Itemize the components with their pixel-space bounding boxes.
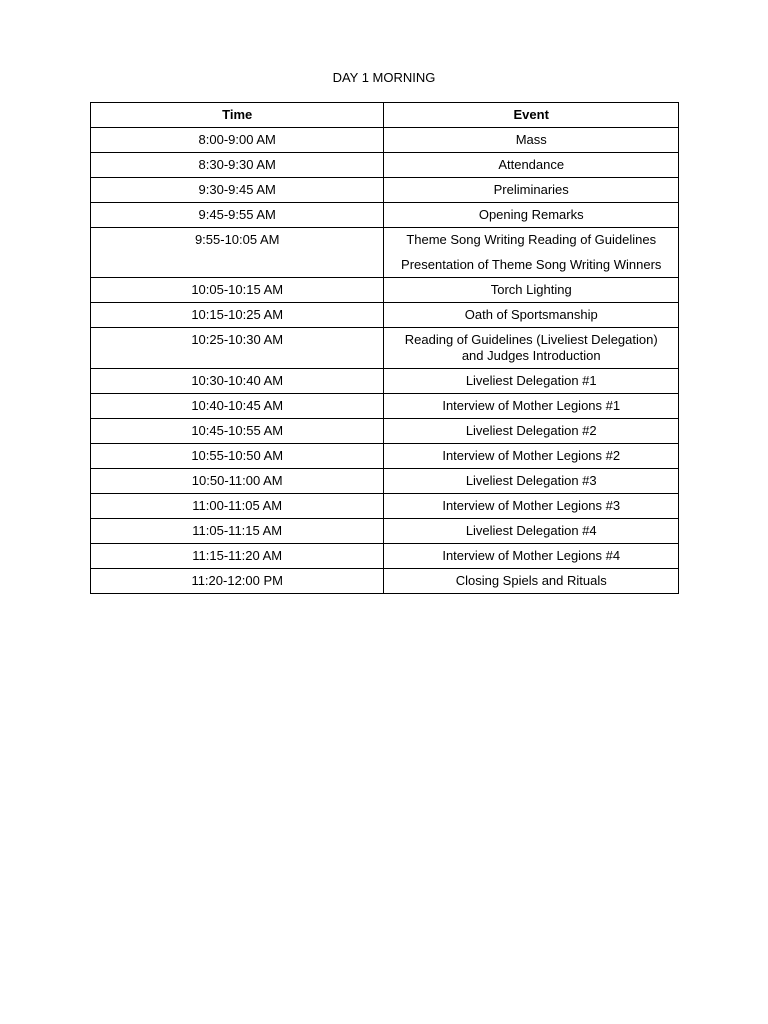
event-cell (384, 178, 679, 203)
event-cell (384, 419, 679, 444)
time-cell: 10:25-10:30 AM (91, 328, 384, 369)
event-cell (384, 544, 679, 569)
table-row (91, 278, 679, 303)
event-cell (384, 153, 679, 178)
event-text: Torch Lighting (490, 282, 572, 297)
time-cell: 11:05-11:15 AM (91, 519, 384, 544)
table-header-row (91, 103, 679, 128)
time-cell: 10:15-10:25 AM (91, 303, 384, 328)
table-row (91, 228, 679, 278)
event-cell (384, 203, 679, 228)
event-cell (384, 328, 679, 369)
event-column-header: Event (384, 103, 679, 128)
event-text: Interview of Mother Legions #3 (442, 498, 621, 513)
time-cell: 10:50-11:00 AM (91, 469, 384, 494)
event-text: and Judges Introduction (461, 348, 601, 363)
table-row (91, 203, 679, 228)
event-cell (384, 394, 679, 419)
time-cell: 9:45-9:55 AM (91, 203, 384, 228)
table-row (91, 303, 679, 328)
event-text: Interview of Mother Legions #1 (442, 398, 621, 413)
table-row (91, 519, 679, 544)
table-row (91, 494, 679, 519)
table-row (91, 178, 679, 203)
time-cell: 10:30-10:40 AM (91, 369, 384, 394)
event-text: Interview of Mother Legions #4 (442, 548, 621, 563)
time-cell: 11:00-11:05 AM (91, 494, 384, 519)
table-row (91, 394, 679, 419)
table-row (91, 419, 679, 444)
time-cell: 9:55-10:05 AM (91, 228, 384, 278)
time-cell: 10:05-10:15 AM (91, 278, 384, 303)
event-cell (384, 278, 679, 303)
event-text: Liveliest Delegation #3 (465, 473, 597, 488)
time-cell: 8:00-9:00 AM (91, 128, 384, 153)
event-text: Attendance (498, 157, 565, 172)
event-cell (384, 369, 679, 394)
event-cell (384, 303, 679, 328)
time-cell: 9:30-9:45 AM (91, 178, 384, 203)
event-cell (384, 494, 679, 519)
page-title: DAY 1 MORNING (332, 70, 436, 85)
table-row (91, 544, 679, 569)
event-text: Closing Spiels and Rituals (455, 573, 607, 588)
time-cell: 10:55-10:50 AM (91, 444, 384, 469)
event-text: Presentation of Theme Song Writing Winners (401, 257, 662, 272)
event-cell (384, 569, 679, 594)
table-row (91, 153, 679, 178)
table-row (91, 128, 679, 153)
table-row (91, 569, 679, 594)
time-cell: 10:45-10:55 AM (91, 419, 384, 444)
event-text: Reading of Guidelines (Liveliest Delegation) (404, 332, 658, 347)
time-cell: 10:40-10:45 AM (91, 394, 384, 419)
schedule-table (90, 102, 679, 594)
event-text: Mass (515, 132, 547, 147)
event-text: Opening Remarks (478, 207, 584, 222)
time-cell: 11:15-11:20 AM (91, 544, 384, 569)
event-text: Preliminaries (493, 182, 569, 197)
table-row (91, 444, 679, 469)
event-text: Interview of Mother Legions #2 (442, 448, 621, 463)
event-cell (384, 128, 679, 153)
event-cell (384, 519, 679, 544)
event-text: Liveliest Delegation #2 (465, 423, 597, 438)
event-text: Liveliest Delegation #1 (465, 373, 597, 388)
event-text: Liveliest Delegation #4 (465, 523, 597, 538)
time-column-header: Time (91, 103, 384, 128)
table-row (91, 469, 679, 494)
event-cell (384, 469, 679, 494)
table-row (91, 369, 679, 394)
event-text: Theme Song Writing Reading of Guidelines (406, 232, 657, 247)
table-row (91, 328, 679, 369)
event-cell (384, 444, 679, 469)
event-text: Oath of Sportsmanship (464, 307, 598, 322)
time-cell: 11:20-12:00 PM (91, 569, 384, 594)
time-cell: 8:30-9:30 AM (91, 153, 384, 178)
event-cell (384, 228, 679, 278)
